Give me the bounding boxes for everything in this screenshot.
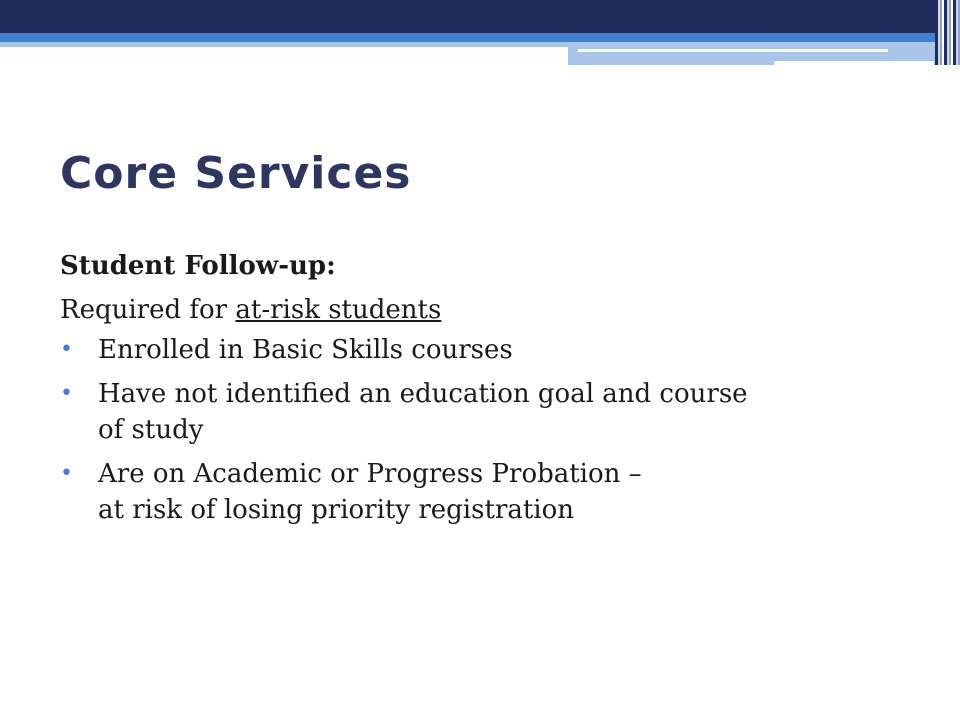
slide-title: Core Services [60, 148, 412, 199]
subheading: Student Follow-up: [60, 251, 336, 281]
bullet-dot-icon: • [60, 381, 73, 406]
header-bar-blue [0, 33, 935, 42]
bullet-dot-icon: • [60, 461, 73, 486]
bullet-line: of study [98, 415, 204, 445]
bullet-line: Enrolled in Basic Skills courses [98, 335, 513, 365]
intro-prefix: Required for [60, 295, 236, 325]
intro-underlined: at-risk students [235, 295, 442, 325]
header-stripes [935, 0, 960, 65]
header-accent-line [578, 49, 888, 52]
intro-line [60, 292, 920, 328]
bullet-item [60, 456, 920, 528]
header-bar-dark [0, 0, 960, 33]
bullet-line: Are on Academic or Progress Probation – [98, 459, 642, 489]
header-bar-light [0, 42, 568, 47]
slide-body [60, 248, 920, 536]
bullet-list [60, 332, 920, 528]
header-accent-line-2 [774, 61, 934, 65]
bullet-line: Have not identified an education goal and course [98, 379, 748, 409]
bullet-dot-icon: • [60, 337, 73, 362]
bullet-item [60, 376, 920, 448]
bullet-line: at risk of losing priority registration [98, 495, 574, 525]
bullet-item [60, 332, 920, 368]
